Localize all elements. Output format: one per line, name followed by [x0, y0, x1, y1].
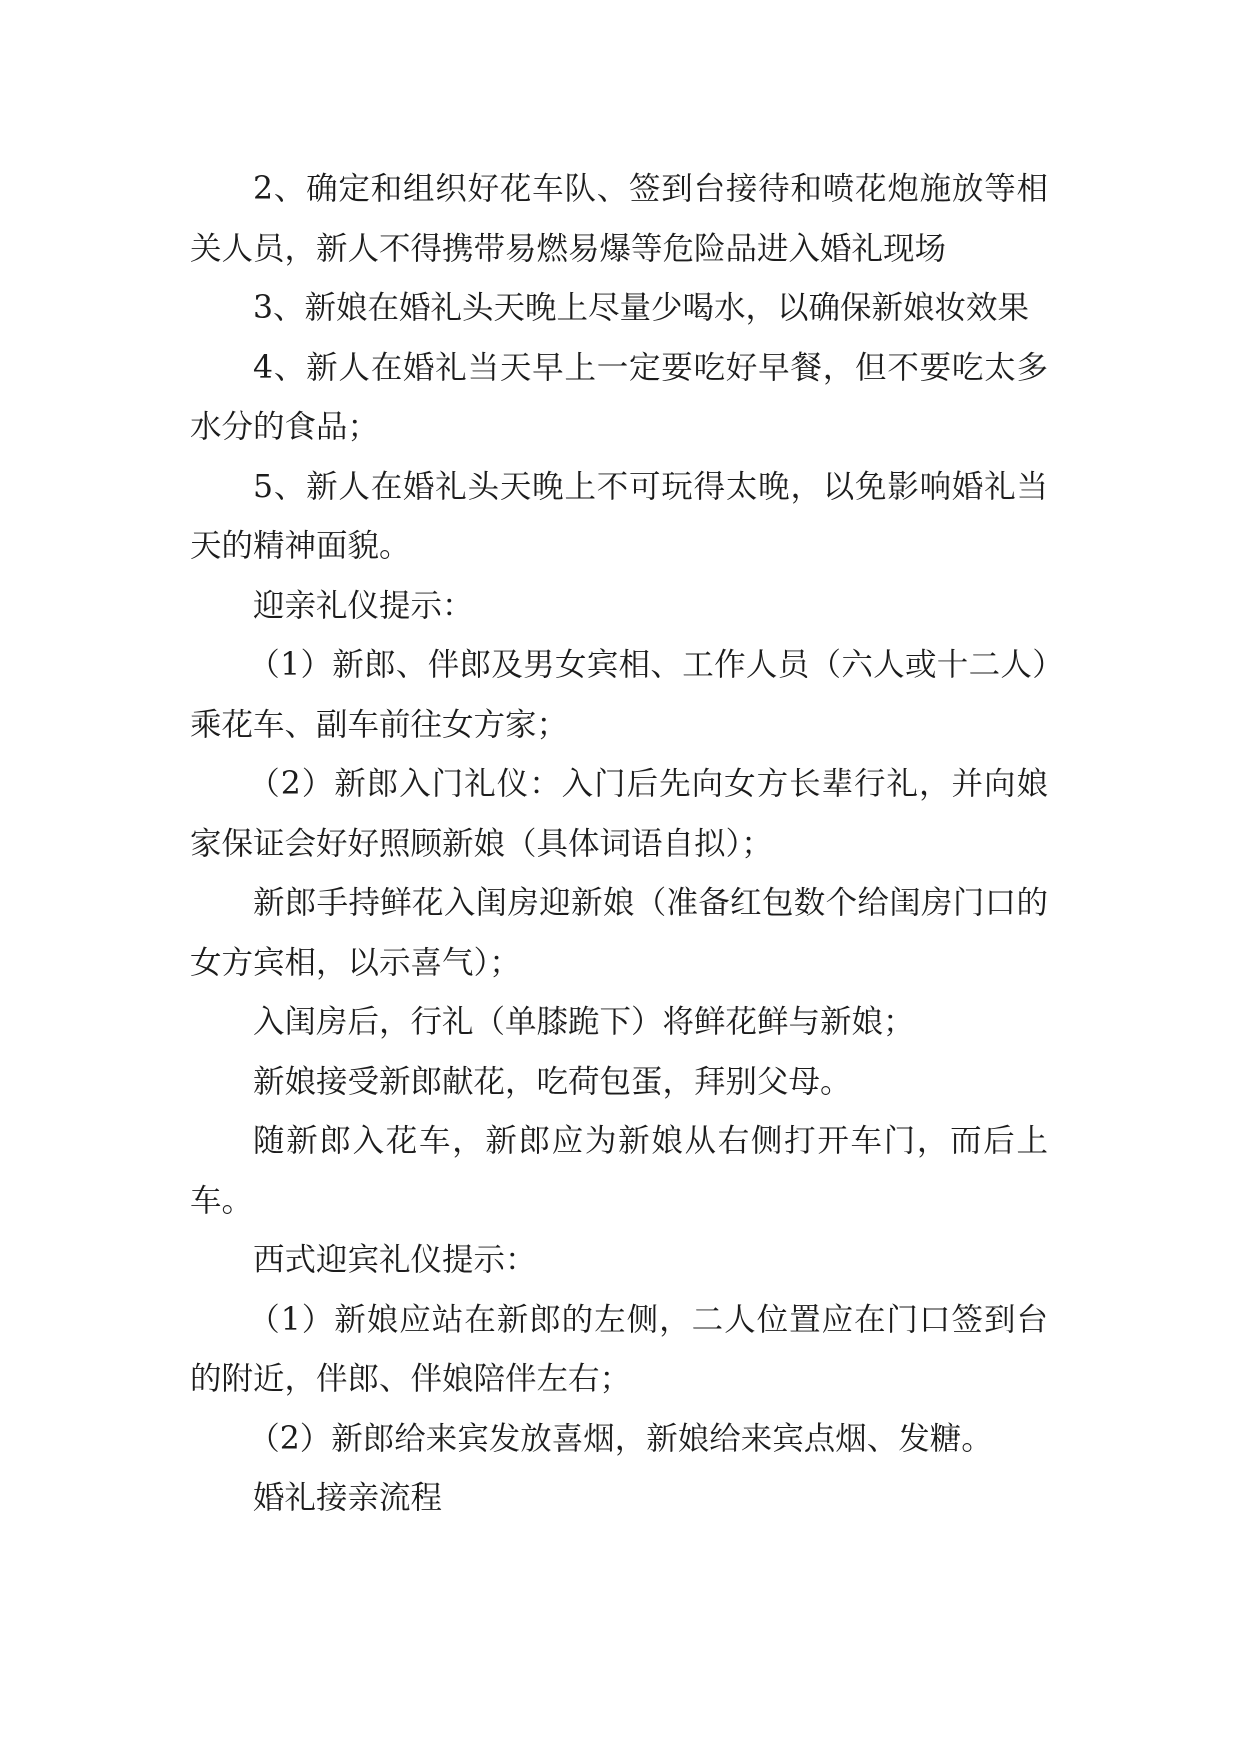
- paragraph-car-door: 随新郎入花车，新郎应为新娘从右侧打开车门，而后上车。: [190, 1123, 1048, 1219]
- paragraph-prep-staff: 2、确定和组织好花车队、签到台接待和喷花炮施放等相关人员，新人不得携带易燃易爆等危险品进入婚礼现场: [190, 171, 1048, 267]
- paragraph-groom-entry: （2）新郎入门礼仪：入门后先向女方长辈行礼，并向娘家保证会好好照顾新娘（具体词语自拟）；: [190, 766, 1048, 862]
- paragraph-flowers-boudoir: 新郎手持鲜花入闺房迎新娘（准备红包数个给闺房门口的女方宾相，以示喜气）；: [190, 885, 1048, 981]
- document-body: [190, 160, 1048, 1529]
- paragraph-kneel: 入闺房后，行礼（单膝跪下）将鲜花鲜与新娘；: [253, 1004, 915, 1040]
- paragraph-positions: （1）新娘应站在新郎的左侧，二人位置应在门口签到台的附近，伴郎、伴娘陪伴左右；: [190, 1301, 1048, 1397]
- paragraph-breakfast: 4、新人在婚礼当天早上一定要吃好早餐，但不要吃太多水分的食品；: [190, 349, 1048, 445]
- heading-western-etiquette: 西式迎宾礼仪提示：: [253, 1242, 537, 1278]
- heading-pickup-process: 婚礼接亲流程: [253, 1480, 443, 1516]
- heading-welcome-etiquette: 迎亲礼仪提示：: [253, 587, 474, 624]
- paragraph-bride-water: 3、新娘在婚礼头天晚上尽量少喝水，以确保新娘妆效果: [253, 290, 1030, 326]
- paragraph-rest: 5、新人在婚礼头天晚上不可玩得太晚，以免影响婚礼当天的精神面貌。: [190, 468, 1048, 564]
- paragraph-escort-party: （1）新郎、伴郎及男女宾相、工作人员（六人或十二人）乘花车、副车前往女方家；: [190, 647, 1048, 743]
- paragraph-cigarettes-candy: （2）新郎给来宾发放喜烟，新娘给来宾点烟、发糖。: [248, 1420, 993, 1457]
- paragraph-bride-accepts: 新娘接受新郎献花，吃荷包蛋，拜别父母。: [253, 1063, 852, 1100]
